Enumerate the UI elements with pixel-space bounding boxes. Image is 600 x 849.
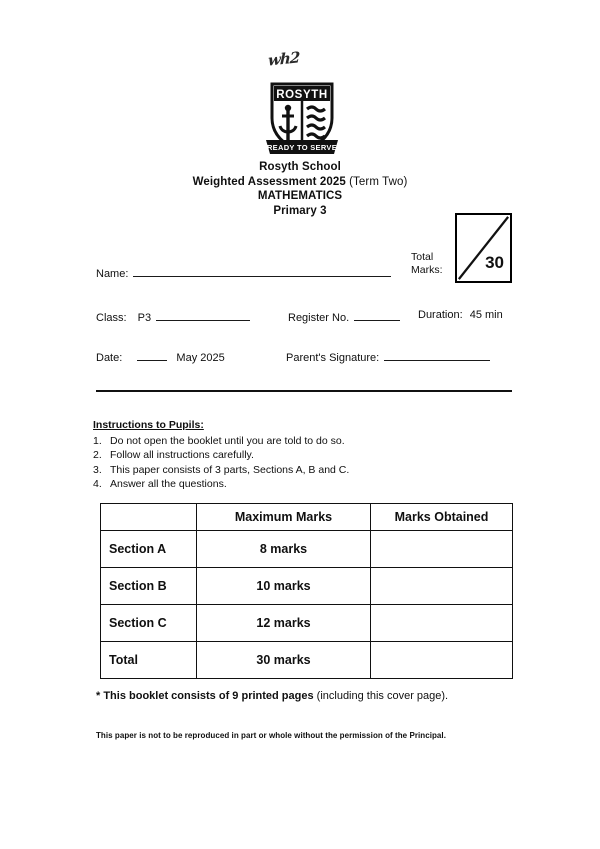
table-header-blank	[101, 504, 197, 531]
date-value: May 2025	[176, 352, 225, 364]
total-marks-value: 30	[485, 253, 504, 272]
date-input[interactable]	[137, 349, 167, 361]
table-row	[101, 531, 513, 568]
instruction-number: 1.	[93, 434, 102, 447]
assessment-name: Weighted Assessment 2025	[192, 175, 346, 188]
row-section-label: Total	[101, 642, 197, 679]
row-maximum-marks: 30 marks	[197, 642, 371, 679]
table-header-marks-obtained: Marks Obtained	[371, 504, 513, 531]
row-maximum-marks: 10 marks	[197, 568, 371, 605]
class-label: Class:	[96, 312, 127, 324]
parent-signature-input[interactable]	[384, 349, 490, 361]
duration-value: 45 min	[469, 309, 503, 321]
instructions-list	[93, 434, 513, 492]
row-marks-obtained-input[interactable]	[371, 642, 513, 679]
total-marks-label-line2: Marks:	[411, 264, 443, 276]
parent-signature-row	[286, 349, 492, 364]
school-crest-icon	[262, 78, 342, 158]
total-marks-label	[411, 251, 443, 277]
instructions-block	[93, 418, 513, 492]
booklet-note-light: (including this cover page).	[316, 690, 449, 702]
list-item	[93, 448, 513, 463]
name-label: Name:	[96, 268, 129, 280]
row-section-label: Section B	[101, 568, 197, 605]
list-item	[93, 477, 513, 492]
duration-label: Duration:	[418, 309, 463, 321]
level-name: Primary 3	[273, 204, 327, 217]
row-section-label: Section A	[101, 531, 197, 568]
register-field-row	[288, 309, 402, 324]
instruction-text: Follow all instructions carefully.	[110, 449, 254, 462]
handwritten-annotation: wh2	[267, 48, 300, 70]
instruction-number: 2.	[93, 449, 102, 462]
row-maximum-marks: 8 marks	[197, 531, 371, 568]
date-field-row	[96, 349, 225, 364]
table-row	[101, 568, 513, 605]
date-label: Date:	[96, 352, 123, 364]
parent-signature-label: Parent's Signature:	[286, 352, 380, 364]
table-row	[101, 642, 513, 679]
instruction-text: Do not open the booklet until you are told to do so.	[110, 434, 345, 447]
class-input[interactable]	[156, 309, 250, 321]
list-item	[93, 434, 513, 449]
row-maximum-marks: 12 marks	[197, 605, 371, 642]
assessment-title	[0, 175, 600, 190]
register-input[interactable]	[354, 309, 400, 321]
table-header-maximum-marks: Maximum Marks	[197, 504, 371, 531]
marks-summary-table	[100, 503, 513, 679]
assessment-term: (Term Two)	[349, 175, 408, 188]
booklet-page-count-note	[96, 690, 448, 702]
class-field-row	[96, 309, 252, 324]
row-marks-obtained-input[interactable]	[371, 568, 513, 605]
subject-name: MATHEMATICS	[257, 190, 343, 202]
instructions-heading: Instructions to Pupils:	[93, 419, 204, 431]
svg-text:READY TO SERVE: READY TO SERVE	[266, 143, 338, 152]
instruction-number: 3.	[93, 463, 102, 476]
svg-text:ROSYTH: ROSYTH	[276, 89, 328, 101]
name-field-row	[96, 265, 393, 280]
row-marks-obtained-input[interactable]	[371, 605, 513, 642]
duration-field-row	[418, 309, 503, 321]
list-item	[93, 463, 513, 478]
copyright-notice: This paper is not to be reproduced in part or whole without the permission of the Principal.	[96, 731, 446, 740]
school-name: Rosyth School	[259, 161, 341, 173]
total-marks-label-line1: Total	[411, 251, 434, 263]
class-value: P3	[137, 312, 152, 324]
row-marks-obtained-input[interactable]	[371, 531, 513, 568]
instruction-text: This paper consists of 3 parts, Sections A, B and C.	[110, 463, 350, 476]
name-input[interactable]	[133, 265, 391, 277]
table-row	[101, 605, 513, 642]
instruction-number: 4.	[93, 478, 102, 491]
table-header-row	[101, 504, 513, 531]
row-section-label: Section C	[101, 605, 197, 642]
instruction-text: Answer all the questions.	[110, 478, 227, 491]
page-title-block	[0, 160, 600, 218]
section-divider	[96, 390, 512, 392]
register-label: Register No.	[288, 312, 350, 324]
booklet-note-bold: * This booklet consists of 9 printed pages	[96, 690, 314, 702]
total-marks-box[interactable]	[455, 213, 512, 283]
